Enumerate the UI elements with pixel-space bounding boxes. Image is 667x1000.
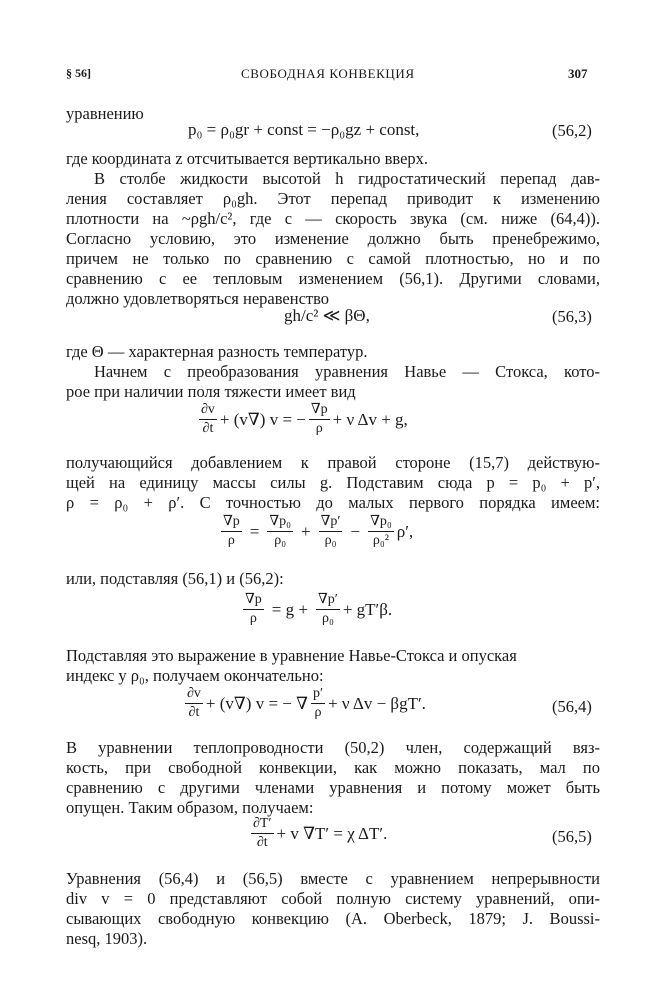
fraction: $\frac{\text{∇p₀}}{\text{ρ₀²}}$ xyxy=(370,514,392,548)
text-line: nesq, 1903). xyxy=(66,929,148,948)
equation-navier-stokes: $\frac{\partial v}{\partial t}$ + (v∇) v = − $\frac{\nabla p}{\rho}$ + ν Δv + g, xyxy=(201,402,408,436)
fraction: $\frac{\partial v}{\partial t}$ xyxy=(187,686,201,720)
text-line: Согласно условию, это изменение должно быть пренебрежимо, xyxy=(66,229,600,248)
text-line: получающийся добавлением к правой стороне (15,7) действую- xyxy=(66,453,600,472)
fraction: $\frac{p'}{\rho}$ xyxy=(313,686,324,720)
fraction: $\frac{\nabla p}{\rho}$ xyxy=(245,592,262,626)
text-line: причем не только по сравнению с самой плотностью, но и по xyxy=(66,249,600,268)
text-line: div v = 0 представляют собой полную систему уравнений, опи- xyxy=(66,889,600,908)
equation-number: (56,3) xyxy=(552,307,592,326)
text-line: опущен. Таким образом, получаем: xyxy=(66,798,314,817)
text-line: Подставляя это выражение в уравнение Навье-Стокса и опуская xyxy=(66,646,517,665)
running-title: СВОБОДНАЯ КОНВЕКЦИЯ xyxy=(241,66,415,81)
equation-number: (56,5) xyxy=(552,827,592,846)
equation-56-5: $\frac{\partial T'}{\partial t}$ + v ∇T′ = χ ΔT′. xyxy=(253,816,388,850)
text-line: рое при наличии поля тяжести имеет вид xyxy=(66,382,356,401)
text-line: сравнению с ее тепловым изменением (56,1). Другими словами, xyxy=(66,269,600,288)
text-line: Уравнения (56,4) и (56,5) вместе с уравнением непрерывности xyxy=(66,869,600,888)
fraction: $\frac{\nabla p}{\rho}$ xyxy=(310,402,328,436)
equation-56-3: gh/c² ≪ βΘ, xyxy=(284,306,370,325)
text-line: ρ = ρ₀ + ρ′. С точностью до малых первого порядка имеем: xyxy=(66,493,600,512)
text-line: сравнению с другими членами уравнения и потому может быть xyxy=(66,778,600,797)
text-line: уравнению xyxy=(66,104,144,123)
equation-56-4: $\frac{\partial v}{\partial t}$ + (v∇) v = − ∇ $\frac{p'}{\rho}$ + ν Δv − βgT′. xyxy=(187,686,426,720)
equation-number: (56,2) xyxy=(552,121,592,140)
equation-substituted: $\frac{\nabla p}{\rho}$ = g + $\frac{\nabla p'}{\text{ρ₀}}$ + gT′β. xyxy=(245,592,393,626)
text-line: В уравнении теплопроводности (50,2) член, содержащий вяз- xyxy=(66,738,600,757)
text-line: индекс у ρ₀, получаем окончательно: xyxy=(66,666,324,685)
text-line: В столбе жидкости высотой h гидростатический перепад дав- xyxy=(94,169,600,188)
text-line: или, подставляя (56,1) и (56,2): xyxy=(66,569,284,588)
text-line: ления составляет ρ₀gh. Этот перепад приводит к изменению xyxy=(66,189,600,208)
fraction: $\frac{\partial T'}{\partial t}$ xyxy=(253,816,272,850)
text-line: где Θ — характерная разность температур. xyxy=(66,342,368,361)
fraction: $\frac{\nabla p}{\rho}$ xyxy=(223,514,240,548)
equation-56-2: p₀ = ρ₀gr + const = −ρ₀gz + const, xyxy=(188,120,420,139)
equation-expansion: $\frac{\nabla p}{\rho}$ = $\frac{\text{∇p₀}}{\text{ρ₀}}$ + $\frac{\nabla p'}{\text{ρ₀}}$ − $\frac{\text{∇p₀}}{\text{ρ₀²}}$ ρ′, xyxy=(223,514,414,548)
text-line: сывающих свободную конвекцию (A. Oberbeck, 1879; J. Boussi- xyxy=(66,909,600,928)
fraction: $\frac{\partial v}{\partial t}$ xyxy=(201,402,215,436)
fraction: $\frac{\nabla p'}{\text{ρ₀}}$ xyxy=(320,514,341,548)
text-line: где координата z отсчитывается вертикально вверх. xyxy=(66,149,429,168)
section-marker: § 56] xyxy=(66,66,91,80)
page-number: 307 xyxy=(568,66,588,81)
text-line: должно удовлетворяться неравенство xyxy=(66,289,330,308)
fraction: $\frac{\nabla p'}{\text{ρ₀}}$ xyxy=(317,592,338,626)
text-line: кость, при свободной конвекции, как можно показать, мал по xyxy=(66,758,600,777)
text-line: Начнем с преобразования уравнения Навье — Стокса, кото- xyxy=(94,362,600,381)
text-line: щей на единицу массы силы g. Подставим сюда p = p₀ + p′, xyxy=(66,473,600,492)
fraction: $\frac{\text{∇p₀}}{\text{ρ₀}}$ xyxy=(269,514,292,548)
equation-number: (56,4) xyxy=(552,697,592,716)
text-line: плотности на ~ρgh/c², где c — скорость звука (см. ниже (64,4)). xyxy=(66,209,600,228)
